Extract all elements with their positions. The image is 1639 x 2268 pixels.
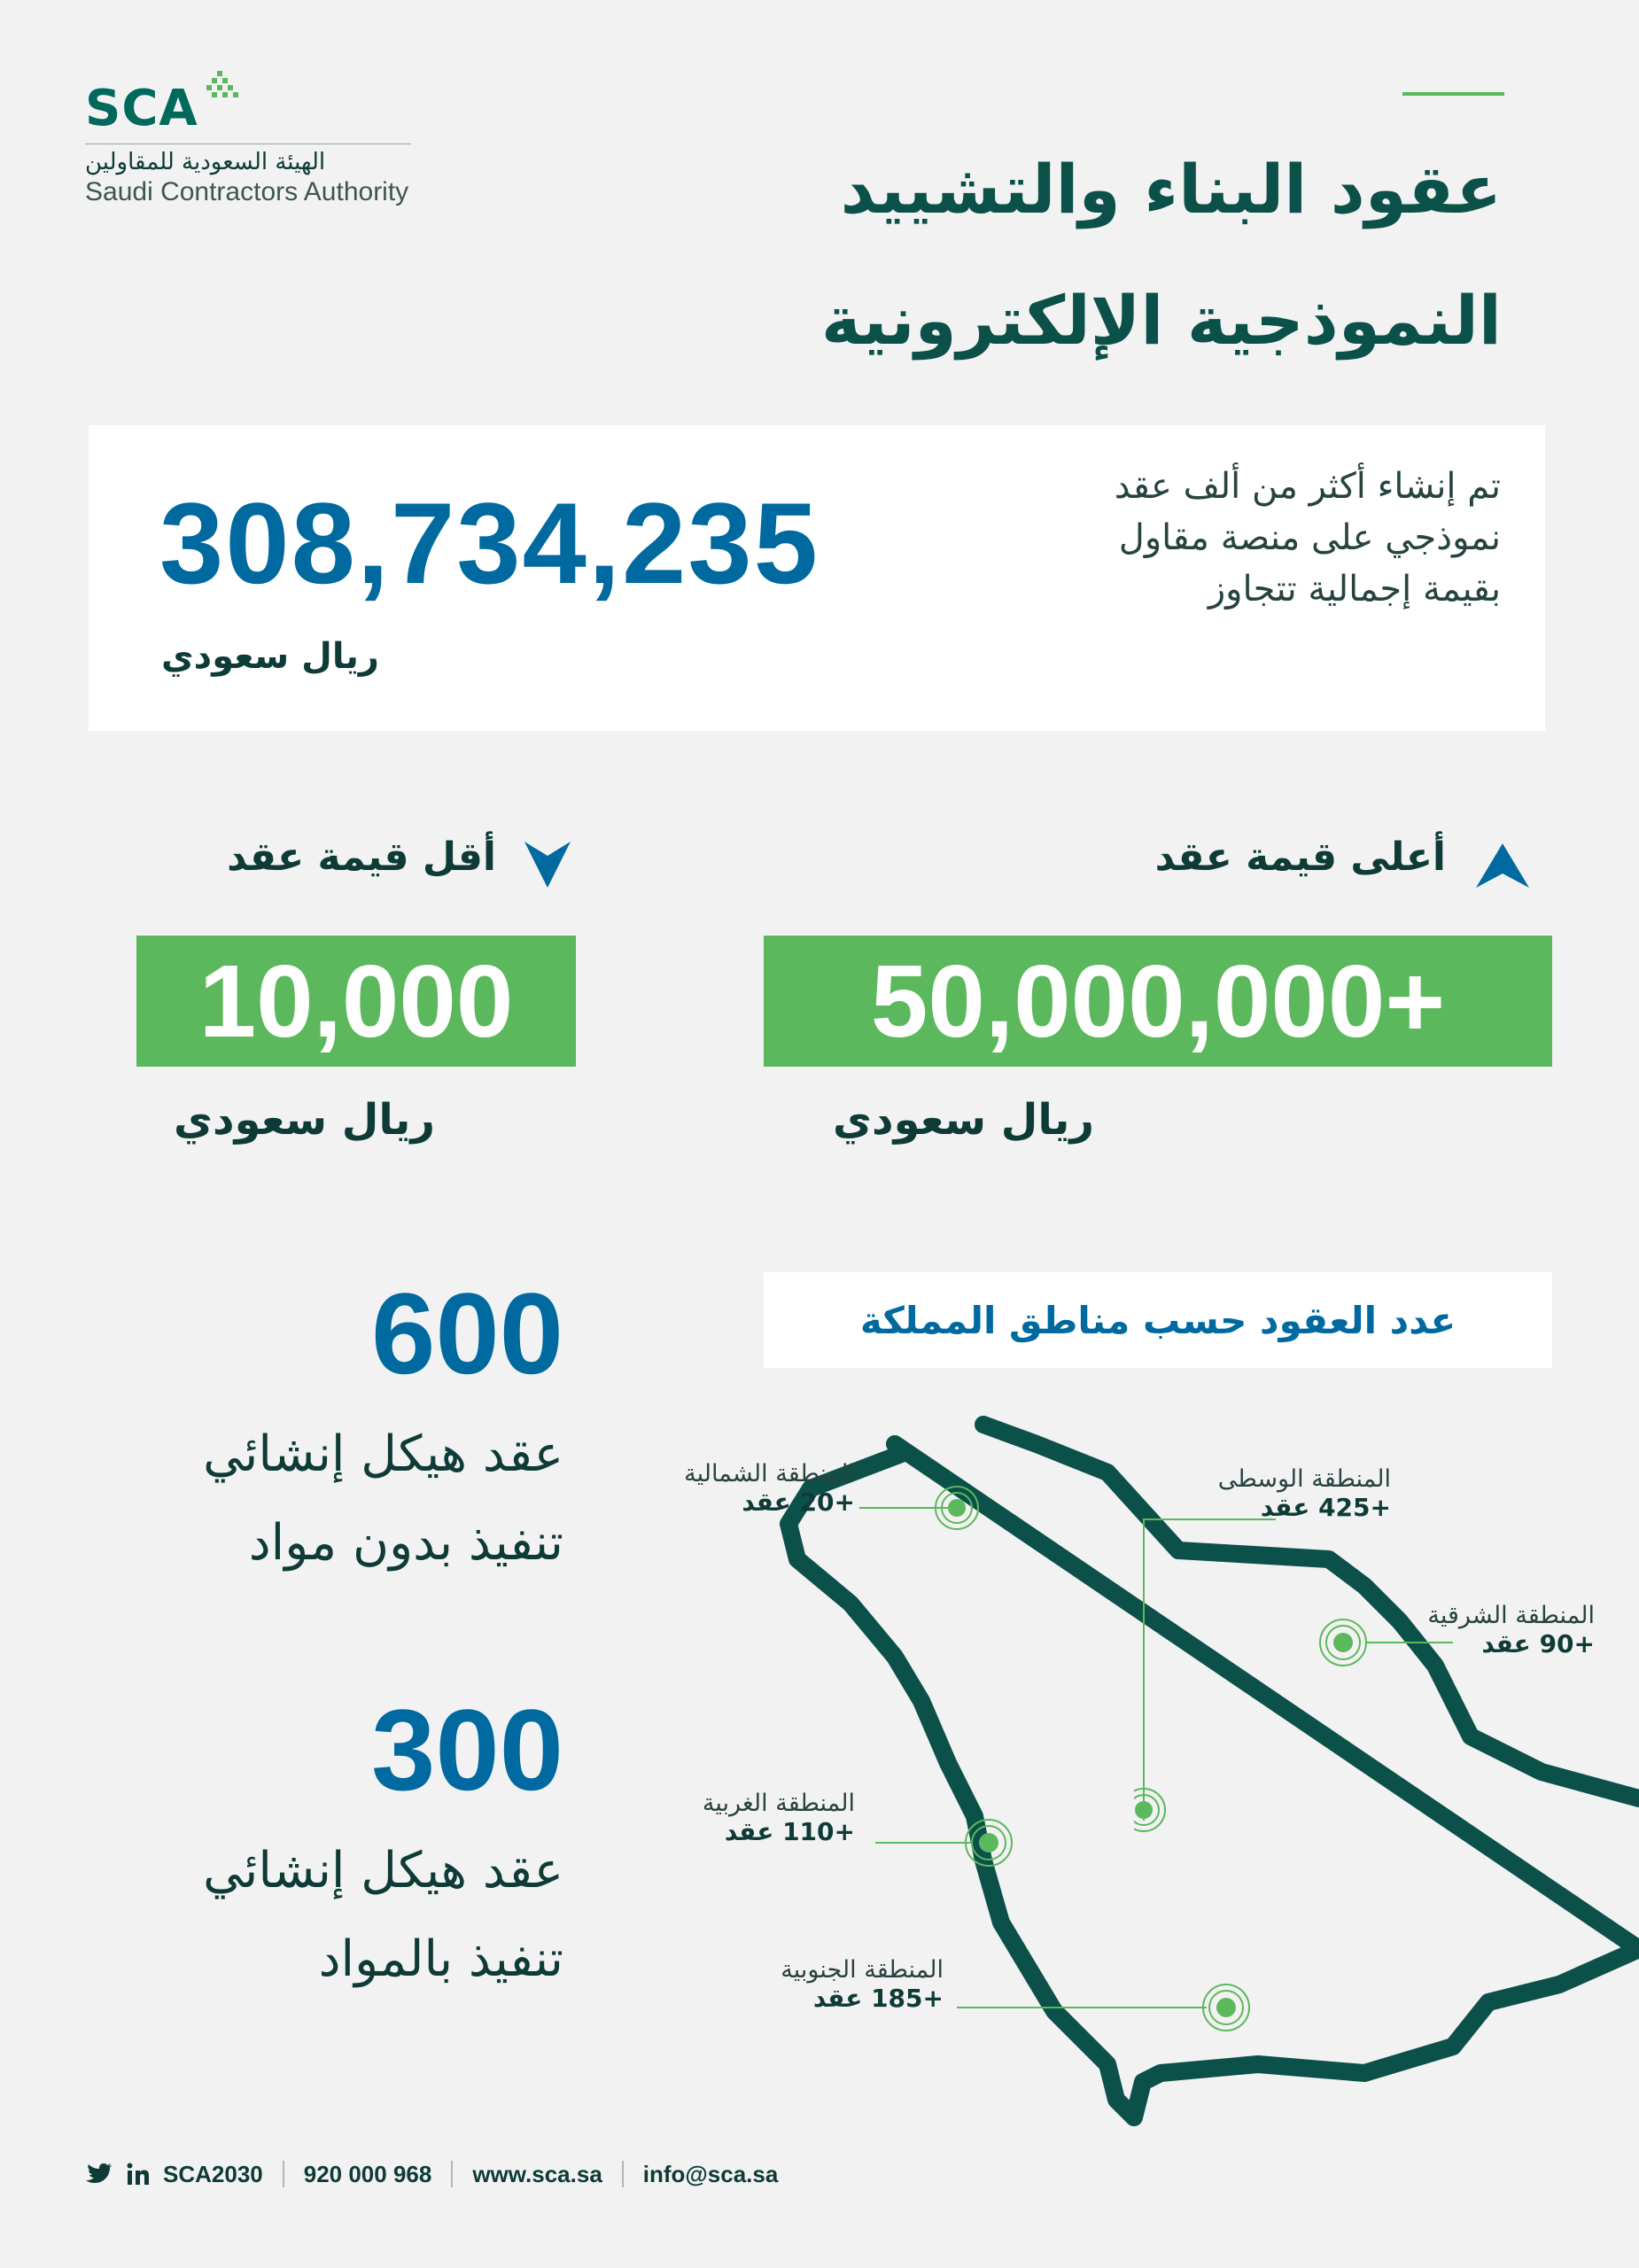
stat-1-line-1: عقد هيكل إنشائي [203, 1425, 563, 1483]
sca-logo [85, 62, 422, 213]
logo-arabic-name: الهيئة السعودية للمقاولين [85, 149, 326, 175]
stat-block-2 [67, 1683, 563, 2004]
region-center-marker [1134, 1515, 1276, 1834]
summary-line-3: بقيمة إجمالية تتجاوز [1208, 569, 1501, 610]
region-east [1427, 1602, 1595, 1658]
stat-2-line-2: تنفيذ بالمواد [318, 1930, 563, 1988]
footer-divider [622, 2161, 624, 2187]
summary-line-1: تم إنشاء أكثر من ألف عقد [1114, 466, 1501, 507]
logo-dots-icon [205, 69, 240, 113]
stat-text-1 [67, 1410, 563, 1588]
regions-title-box [764, 1272, 1552, 1368]
twitter-icon[interactable] [85, 2162, 113, 2186]
footer-divider [451, 2161, 453, 2187]
region-north [684, 1460, 855, 1517]
title-line-1: عقود البناء والتشييد [840, 150, 1502, 229]
max-value-currency: ريال سعودي [833, 1095, 1095, 1145]
min-value-label: أقل قيمة عقد [227, 835, 496, 880]
footer-phone[interactable]: 920 000 968 [303, 2160, 432, 2187]
min-value-box: 10,000 [136, 936, 576, 1067]
summary-line-2: نموذجي على منصة مقاول [1118, 517, 1501, 558]
region-west [702, 1790, 855, 1846]
region-center [1125, 1465, 1391, 1522]
title-line-2: النموذجية الإلكترونية [820, 281, 1502, 360]
region-center-count: +425 عقد [1260, 1493, 1391, 1522]
stat-2-line-1: عقد هيكل إنشائي [203, 1842, 563, 1899]
saudi-map [684, 1400, 1639, 2171]
logo-abbr: SCA [85, 80, 198, 137]
footer-divider [283, 2161, 284, 2187]
total-value: 308,734,235 [159, 478, 820, 608]
max-value-box: 50,000,000+ [764, 936, 1552, 1067]
summary-card [89, 425, 1545, 731]
region-west-name: المنطقة الغربية [702, 1790, 855, 1817]
stat-1-line-2: تنفيذ بدون مواد [248, 1514, 563, 1572]
region-south [762, 1956, 944, 2013]
region-south-count: +185 عقد [812, 1984, 944, 2013]
logo-english-name: Saudi Contractors Authority [85, 177, 409, 206]
stat-number-1: 600 [371, 1269, 563, 1398]
total-currency: ريال سعودي [161, 636, 379, 677]
region-south-name: المنطقة الجنوبية [781, 1956, 944, 1984]
region-south-marker [957, 1981, 1258, 2034]
arrow-down-icon [523, 838, 572, 891]
stat-number-2: 300 [371, 1685, 563, 1814]
footer-website[interactable]: www.sca.sa [472, 2160, 602, 2187]
stat-text-2 [67, 1827, 563, 2004]
min-value-header [195, 835, 585, 897]
max-value-label: أعلى قيمة عقد [1154, 835, 1446, 880]
footer [85, 2151, 778, 2197]
footer-handle[interactable]: SCA2030 [163, 2160, 263, 2187]
max-value-header [1115, 835, 1531, 897]
region-west-count: +110 عقد [724, 1817, 855, 1846]
footer-email[interactable]: info@sca.sa [642, 2160, 779, 2187]
region-east-marker [1311, 1616, 1453, 1669]
region-center-name: المنطقة الوسطى [1217, 1465, 1391, 1493]
region-east-name: المنطقة الشرقية [1427, 1602, 1595, 1629]
linkedin-icon[interactable] [126, 2162, 151, 2186]
region-west-marker [875, 1816, 1017, 1869]
arrow-up-icon [1474, 842, 1531, 891]
region-east-count: +90 عقد [1481, 1629, 1595, 1658]
page-title [616, 124, 1502, 386]
region-north-marker [859, 1486, 979, 1530]
region-north-name: المنطقة الشمالية [684, 1460, 855, 1487]
regions-title: عدد العقود حسب مناطق المملكة [859, 1298, 1456, 1342]
stat-block-1 [67, 1267, 563, 1588]
summary-description [1005, 461, 1501, 615]
min-value-currency: ريال سعودي [174, 1095, 436, 1145]
region-north-count: +20 عقد [742, 1487, 855, 1517]
title-accent-rule [1402, 92, 1504, 96]
